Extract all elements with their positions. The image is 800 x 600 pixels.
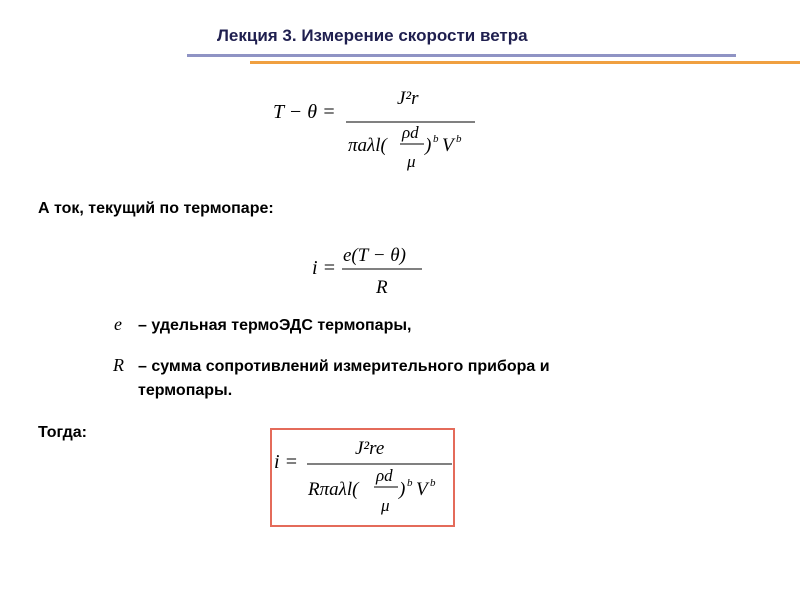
definition-e-text: – удельная термоЭДС термопары, <box>138 317 412 334</box>
formula1-denominator-prefix: πaλl( <box>348 135 387 156</box>
formula2-lhs: i = <box>312 257 337 279</box>
formula3-inner-denominator: μ <box>381 496 390 515</box>
formula3-denominator-suffix: ) <box>399 479 406 500</box>
formula-current-result <box>272 430 454 526</box>
formula1-inner-numerator: ρd <box>402 123 419 142</box>
formula3-exponent-b: b <box>407 477 413 489</box>
formula1-lhs: T − θ = <box>273 101 336 123</box>
definition-r-continuation: термопары. <box>138 382 233 399</box>
header-divider-blue <box>187 54 736 57</box>
page-title: Лекция 3. Измерение скорости ветра <box>217 26 528 45</box>
formula3-denominator-prefix: Rπaλl( <box>308 479 359 500</box>
formula1-numerator: J²r <box>397 88 419 109</box>
formula1-exponent-b2: b <box>456 133 462 145</box>
formula3-variable-v: V <box>416 479 428 500</box>
current-label: А ток, текущий по термопаре: <box>38 200 274 217</box>
formula1-exponent-b: b <box>433 133 439 145</box>
formula3-lhs: i = <box>274 451 299 473</box>
formula-temperature-difference <box>270 82 500 182</box>
formula1-denominator-suffix: ) <box>425 135 432 156</box>
then-label: Тогда: <box>38 424 87 441</box>
definition-r-text: – сумма сопротивлений измерительного прибора и <box>138 358 550 375</box>
definition-symbol-r: R <box>113 355 124 375</box>
definition-symbol-e: e <box>114 314 122 334</box>
formula2-numerator: e(T − θ) <box>343 245 406 266</box>
header-divider-orange <box>250 61 800 64</box>
formula3-inner-numerator: ρd <box>376 466 393 485</box>
formula3-exponent-b2: b <box>430 477 436 489</box>
formula1-inner-denominator: μ <box>407 152 416 171</box>
formula-current <box>310 240 440 300</box>
formula3-numerator: J²re <box>355 438 385 459</box>
formula1-variable-v: V <box>442 135 454 156</box>
formula2-denominator: R <box>376 277 388 298</box>
